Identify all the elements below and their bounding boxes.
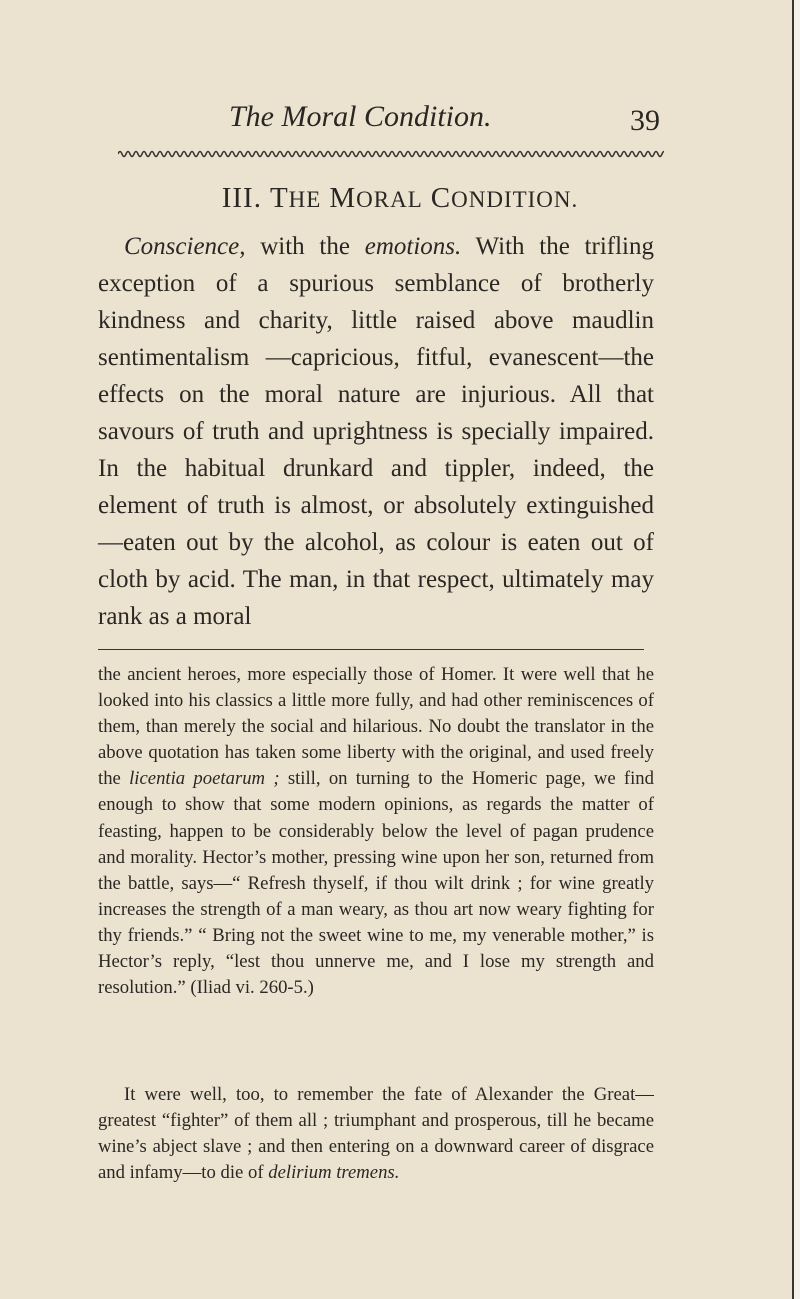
- footnote-divider: [98, 649, 644, 650]
- page-edge: [792, 0, 800, 1299]
- footnote-paragraph: It were well, too, to remember the fate of Alexander the Great— greatest “fighter” of them all ; triumphant and prosperous, till he became wine’s abject slave ; and then entering on a downward career of disgrace and infamy—to die of delirium tremens.: [98, 1084, 654, 1184]
- lead-italic-conscience: Conscience,: [124, 233, 246, 260]
- body-text: With the trifling exception of a spurious semblance of brotherly kindness and charity, little raised above maudlin sentimentalism —capricious, fitful, evanescent—the effects on the moral nature are injurious. All that savours of truth and uprightness is specially impaired. In the habitual drunkard and tippler, indeed, the element of truth is almost, or absolutely extinguished—eaten out by the alcohol, as colour is eaten out of cloth by acid. The man, in that respect, ultimately may rank as a moral: [98, 233, 654, 630]
- section-numeral: III.: [221, 182, 262, 214]
- footnote-paragraph: the ancient heroes, more especially those of Homer. It were well that he looked into his classics a little more fully, and had other reminiscences of them, than merely the social and hilarious. No doubt the translator in the above quotation has taken some liberty with the original, and used freely the licentia poetarum ; still, on turning to the Homeric page, we find enough to show that some modern opinions, as regards the matter of feasting, happen to be considerably below the level of pagan prudence and morality. Hector’s mother, pressing wine upon her son, returned from the battle, says—“ Refresh thyself, if thou wilt drink ; for wine greatly increases the strength of a man weary, as thou art now weary fighting for thy friends.” “ Bring not the sweet wine to me, my venerable mother,” is Hector’s reply, “lest thou unnerve me, and I lose my strength and resolution.” (Iliad vi. 260-5.): [98, 664, 654, 999]
- footnote-italic: licentia poetarum ;: [129, 768, 280, 790]
- wavy-rule-ornament: [118, 148, 664, 160]
- page-number: 39: [630, 104, 660, 137]
- section-title-word: CONDITION.: [430, 182, 579, 214]
- running-head: [120, 100, 660, 144]
- body-paragraph: Conscience, with the emotions. With the trifling exception of a spurious semblance of brotherly kindness and charity, little raised above maudlin sentimentalism —capricious, fitful, evanescent—the effects on the moral nature are injurious. All that savours of truth and uprightness is specially impaired. In the habitual drunkard and tippler, indeed, the element of truth is almost, or absolutely extinguished—eaten out by the alcohol, as colour is eaten out of cloth by acid. The man, in that respect, ultimately may rank as a moral: [98, 233, 654, 630]
- section-title-word: THE: [269, 182, 322, 214]
- section-heading: [0, 182, 800, 215]
- footnote-italic: delirium tremens.: [268, 1162, 400, 1184]
- section-title-word: MORAL: [329, 182, 423, 214]
- lead-italic-emotions: emotions.: [364, 233, 462, 260]
- running-title: The Moral Condition.: [229, 100, 492, 133]
